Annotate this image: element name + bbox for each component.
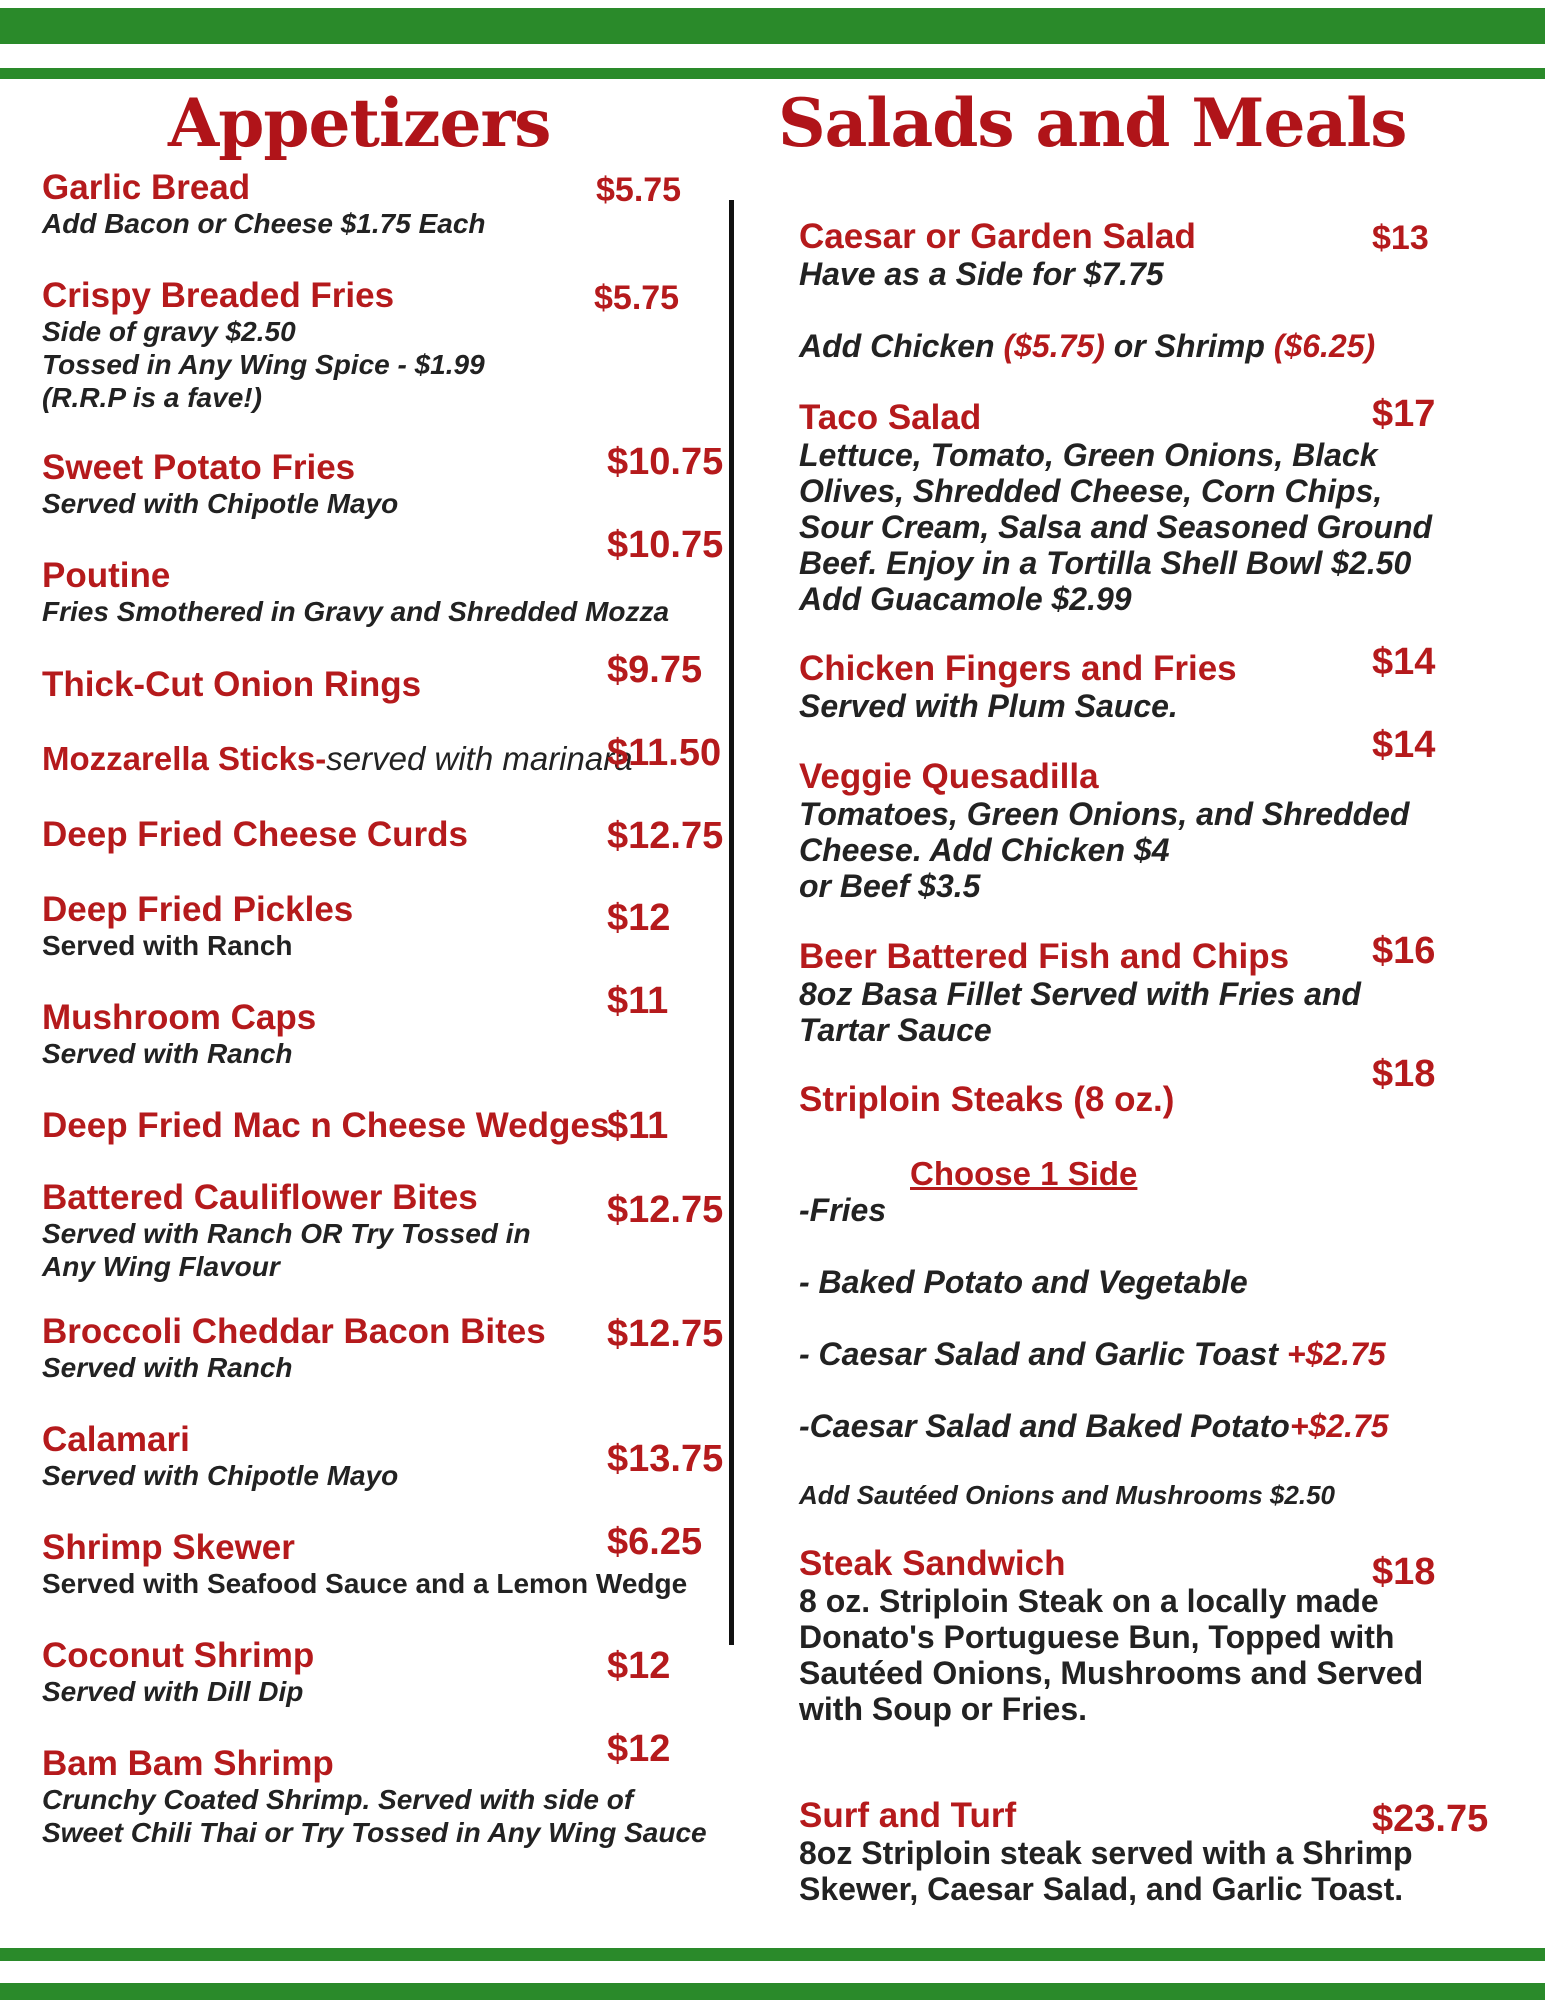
top-green-stripe xyxy=(0,68,1545,79)
item-desc: with Soup or Fries. xyxy=(799,1690,1088,1727)
item-desc: Olives, Shredded Cheese, Corn Chips, xyxy=(799,472,1383,509)
item-price: $10.75 xyxy=(607,524,724,566)
item-desc: Cheese. Add Chicken $4 xyxy=(799,831,1170,868)
item-desc: Sautéed Onions, Mushrooms and Served xyxy=(799,1654,1424,1691)
item-name: Surf and Turf xyxy=(799,1796,1017,1835)
menu-item-onion-rings xyxy=(42,667,421,704)
item-name: Thick-Cut Onion Rings xyxy=(42,665,422,704)
item-desc: Lettuce, Tomato, Green Onions, Black xyxy=(799,436,1378,473)
item-name: Steak Sandwich xyxy=(799,1544,1066,1583)
item-name: Broccoli Cheddar Bacon Bites xyxy=(42,1312,546,1351)
item-name: Coconut Shrimp xyxy=(42,1636,315,1675)
menu-item-fish-and-chips xyxy=(799,939,1361,1048)
top-green-band xyxy=(0,8,1545,44)
bottom-green-band xyxy=(0,1983,1545,2000)
item-name: Beer Battered Fish and Chips xyxy=(799,937,1290,976)
item-price: $6.25 xyxy=(607,1521,703,1563)
item-desc: Have as a Side for $7.75 xyxy=(799,255,1164,292)
menu-item-broccoli-cheddar-bites xyxy=(42,1314,546,1384)
side-addon: Add Sautéed Onions and Mushrooms $2.50 xyxy=(799,1480,1335,1510)
addon-price: ($6.25) xyxy=(1273,328,1376,364)
item-desc: (R.R.P is a fave!) xyxy=(42,381,262,413)
item-desc: 8oz Striploin steak served with a Shrimp xyxy=(799,1834,1413,1871)
item-name: Chicken Fingers and Fries xyxy=(799,649,1237,688)
menu-item-sweet-potato-fries xyxy=(42,450,398,520)
column-divider xyxy=(729,200,734,1645)
bottom-green-stripe xyxy=(0,1948,1545,1961)
item-desc: Any Wing Flavour xyxy=(42,1250,280,1282)
item-desc: Served with Ranch xyxy=(42,1351,293,1383)
item-price: $5.75 xyxy=(596,171,682,209)
item-desc: Add Bacon or Cheese $1.75 Each xyxy=(42,207,486,239)
menu-item-fried-pickles xyxy=(42,892,353,962)
item-name: Veggie Quesadilla xyxy=(799,757,1099,796)
menu-item-striploin-steaks xyxy=(799,1082,1174,1119)
item-desc: Donato's Portuguese Bun, Topped with xyxy=(799,1618,1395,1655)
item-name: Deep Fried Mac n Cheese Wedges xyxy=(42,1106,610,1145)
menu-item-steak-sandwich xyxy=(799,1546,1423,1727)
item-price: $17 xyxy=(1372,393,1436,435)
item-desc: 8 oz. Striploin Steak on a locally made xyxy=(799,1582,1379,1619)
side-option xyxy=(799,1336,1386,1373)
item-price: $18 xyxy=(1372,1551,1436,1593)
item-price: $5.75 xyxy=(594,279,680,317)
item-desc: Fries Smothered in Gravy and Shredded Mozza xyxy=(42,595,670,627)
item-desc: Tomatoes, Green Onions, and Shredded xyxy=(799,795,1410,832)
item-price: $13 xyxy=(1372,219,1429,257)
item-price: $11 xyxy=(607,1105,669,1147)
item-name: Poutine xyxy=(42,556,171,595)
menu-item-coconut-shrimp xyxy=(42,1638,314,1708)
menu-item-garlic-bread xyxy=(42,170,486,240)
side-option xyxy=(799,1408,1389,1445)
menu-item-cauliflower-bites xyxy=(42,1180,531,1283)
item-price: $12 xyxy=(607,897,671,939)
item-price: $13.75 xyxy=(607,1438,724,1480)
menu-item-taco-salad xyxy=(799,400,1432,617)
addon-price: ($5.75) xyxy=(1003,328,1105,364)
item-desc: Tartar Sauce xyxy=(799,1011,992,1048)
item-price: $9.75 xyxy=(607,649,703,691)
item-name: Caesar or Garden Salad xyxy=(799,217,1196,256)
item-desc: Served with Chipotle Mayo xyxy=(42,487,399,519)
caesar-add-ons xyxy=(799,328,1375,365)
item-name: Crispy Breaded Fries xyxy=(42,276,395,315)
item-desc: Served with Dill Dip xyxy=(42,1675,304,1707)
side-option-price: +$2.75 xyxy=(1289,1408,1389,1444)
item-desc: Sweet Chili Thai or Try Tossed in Any Wing Sauce xyxy=(42,1816,707,1848)
item-price: $12.75 xyxy=(607,1189,724,1231)
item-desc: Served with Ranch OR Try Tossed in xyxy=(42,1217,531,1249)
addon-text: Add Chicken xyxy=(799,328,1004,364)
item-desc: Served with Ranch xyxy=(42,929,293,961)
item-desc: Served with Ranch xyxy=(42,1037,293,1069)
item-price: $16 xyxy=(1372,930,1436,972)
item-price: $18 xyxy=(1372,1053,1436,1095)
item-name: Striploin Steaks (8 oz.) xyxy=(799,1080,1175,1119)
item-price: $12.75 xyxy=(607,1313,724,1355)
item-name: Bam Bam Shrimp xyxy=(42,1744,334,1783)
menu-item-shrimp-skewer xyxy=(42,1530,687,1600)
item-desc: Beef. Enjoy in a Tortilla Shell Bowl $2.50 xyxy=(799,544,1412,581)
item-name: Garlic Bread xyxy=(42,168,251,207)
item-name xyxy=(42,742,633,777)
item-name: Calamari xyxy=(42,1420,190,1459)
menu-item-veggie-quesadilla xyxy=(799,759,1409,904)
addon-text: or Shrimp xyxy=(1104,328,1274,364)
item-desc: Skewer, Caesar Salad, and Garlic Toast. xyxy=(799,1870,1404,1907)
item-desc: Served with Plum Sauce. xyxy=(799,687,1178,724)
item-price: $14 xyxy=(1372,724,1436,766)
item-name: Mushroom Caps xyxy=(42,998,317,1037)
item-desc: 8oz Basa Fillet Served with Fries and xyxy=(799,975,1361,1012)
item-name: Shrimp Skewer xyxy=(42,1528,295,1567)
menu-item-surf-and-turf xyxy=(799,1798,1413,1907)
item-price: $12.75 xyxy=(607,815,724,857)
choose-side-heading: Choose 1 Side xyxy=(910,1155,1138,1192)
item-name: Sweet Potato Fries xyxy=(42,448,356,487)
item-desc: Sour Cream, Salsa and Seasoned Ground xyxy=(799,508,1433,545)
side-option: -Fries xyxy=(799,1192,887,1228)
item-desc: or Beef $3.5 xyxy=(799,867,981,904)
side-option-text: -Caesar Salad and Baked Potato xyxy=(799,1408,1290,1444)
menu-item-mozzarella-sticks xyxy=(42,742,633,777)
menu-item-caesar-salad xyxy=(799,219,1196,292)
item-name: Battered Cauliflower Bites xyxy=(42,1178,478,1217)
item-desc: Crunchy Coated Shrimp. Served with side of xyxy=(42,1783,634,1815)
item-price: $10.75 xyxy=(607,441,724,483)
menu-item-mac-n-cheese-wedges xyxy=(42,1108,609,1145)
item-name-suffix: served with marinara xyxy=(326,740,633,777)
menu-item-cheese-curds xyxy=(42,817,468,854)
item-name: Taco Salad xyxy=(799,398,982,437)
salads-meals-heading: Salads and Meals xyxy=(778,84,1407,162)
side-option: - Baked Potato and Vegetable xyxy=(799,1264,1248,1300)
item-desc: Side of gravy $2.50 xyxy=(42,315,296,347)
item-desc: Served with Chipotle Mayo xyxy=(42,1459,399,1491)
menu-item-chicken-fingers xyxy=(799,651,1237,724)
item-name: Deep Fried Cheese Curds xyxy=(42,815,468,854)
item-name: Deep Fried Pickles xyxy=(42,890,354,929)
menu-item-calamari xyxy=(42,1422,398,1492)
item-price: $12 xyxy=(607,1728,671,1770)
item-price: $11 xyxy=(607,980,669,1022)
menu-item-poutine xyxy=(42,558,669,628)
menu-item-crispy-breaded-fries xyxy=(42,278,485,414)
menu-item-bam-bam-shrimp xyxy=(42,1746,707,1849)
side-option-price: +$2.75 xyxy=(1286,1336,1386,1372)
item-price: $12 xyxy=(607,1645,671,1687)
item-desc: Served with Seafood Sauce and a Lemon Wedge xyxy=(42,1567,688,1599)
appetizers-heading: Appetizers xyxy=(168,84,551,162)
item-desc: Tossed in Any Wing Spice - $1.99 xyxy=(42,348,485,380)
item-desc: Add Guacamole $2.99 xyxy=(799,580,1132,617)
item-name-main: Mozzarella Sticks- xyxy=(42,740,327,777)
menu-item-mushroom-caps xyxy=(42,1000,316,1070)
item-price: $11.50 xyxy=(607,732,722,774)
side-option-text: - Caesar Salad and Garlic Toast xyxy=(799,1336,1287,1372)
item-price: $14 xyxy=(1372,641,1436,683)
item-price: $23.75 xyxy=(1372,1798,1489,1840)
